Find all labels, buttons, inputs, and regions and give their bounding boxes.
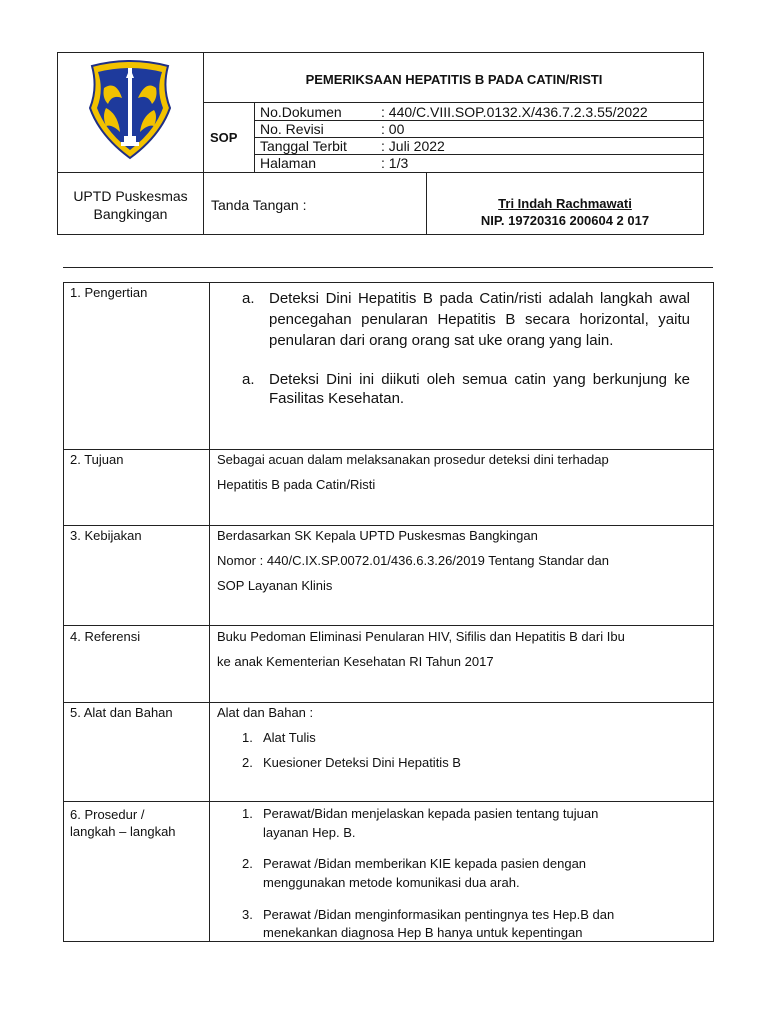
meta-label-tanggal-terbit: Tanggal Terbit — [260, 138, 347, 154]
label-tujuan: 2. Tujuan — [70, 452, 124, 467]
prosedur-step-1-line-1: Perawat/Bidan menjelaskan kepada pasien tentang tujuan — [263, 806, 599, 821]
prosedur-marker-2: 2. — [242, 856, 253, 871]
organization-line-1: UPTD Puskesmas — [73, 188, 188, 204]
pengertian-item-2 — [242, 370, 690, 408]
prosedur-step-2-line-2: menggunakan metode komunikasi dua arah. — [263, 875, 520, 890]
alat-item-2: Kuesioner Deteksi Dini Hepatitis B — [263, 755, 461, 770]
referensi-line-1: Buku Pedoman Eliminasi Penularan HIV, Sifilis dan Hepatitis B dari Ibu — [217, 629, 625, 644]
separator-rule — [63, 267, 713, 268]
tujuan-line-1: Sebagai acuan dalam melaksanakan prosedur deteksi dini terhadap — [217, 452, 609, 467]
meta-label-no-dokumen: No.Dokumen — [260, 104, 342, 120]
organization-line-2: Bangkingan — [93, 206, 168, 222]
alat-marker-1: 1. — [242, 730, 253, 745]
sop-label: SOP — [210, 130, 238, 145]
meta-value-no-dokumen: : 440/C.VIII.SOP.0132.X/436.7.2.3.55/2022 — [381, 104, 648, 120]
document-title: PEMERIKSAAN HEPATITIS B PADA CATIN/RISTI — [305, 72, 603, 87]
row-divider-3 — [63, 625, 714, 626]
prosedur-step-1-line-2: layanan Hep. B. — [263, 825, 356, 840]
header-border-top — [57, 52, 704, 53]
header-border-bottom — [57, 234, 704, 235]
prosedur-marker-1: 1. — [242, 806, 253, 821]
pengertian-marker-1: a. — [242, 290, 255, 307]
meta-value-no-revisi: : 00 — [381, 121, 405, 137]
label-referensi: 4. Referensi — [70, 629, 141, 644]
prosedur-step-3-line-1: Perawat /Bidan menginformasikan pentingnya tes Hep.B dan — [263, 907, 615, 922]
meta-value-tanggal-terbit: : Juli 2022 — [381, 138, 445, 154]
meta-value-halaman: : 1/3 — [381, 155, 409, 171]
body-border-bottom — [63, 941, 714, 942]
body-border-left — [63, 282, 64, 942]
meta-row-line-3 — [254, 154, 704, 155]
tujuan-line-2: Hepatitis B pada Catin/Risti — [217, 477, 376, 492]
row-divider-4 — [63, 702, 714, 703]
prosedur-marker-3: 3. — [242, 907, 253, 922]
pengertian-text-2: Deteksi Dini ini diikuti oleh semua catin yang berkunjung ke Fasilitas Kesehatan. — [269, 371, 690, 407]
prosedur-label-line-2: langkah – langkah — [70, 824, 176, 839]
row-divider-5 — [63, 801, 714, 802]
prosedur-step-3-line-2: menekankan diagnosa Hep B hanya untuk kepentingan — [263, 925, 583, 940]
city-emblem-logo — [86, 58, 174, 162]
signer-nip: NIP. 19720316 200604 2 017 — [480, 213, 650, 228]
kebijakan-line-1: Berdasarkan SK Kepala UPTD Puskesmas Bangkingan — [217, 528, 538, 543]
alat-intro: Alat dan Bahan : — [217, 705, 314, 720]
header-divider-title — [203, 102, 704, 103]
meta-label-no-revisi: No. Revisi — [260, 121, 324, 137]
body-column-divider — [209, 282, 210, 942]
prosedur-step-2-line-1: Perawat /Bidan memberikan KIE kepada pasien dengan — [263, 856, 587, 871]
header-divider-row2 — [57, 172, 704, 173]
pengertian-item-1 — [242, 288, 690, 351]
row-divider-1 — [63, 449, 714, 450]
prosedur-label-line-1: 6. Prosedur / — [70, 807, 145, 822]
pengertian-marker-2: a. — [242, 371, 255, 388]
label-alat-dan-bahan: 5. Alat dan Bahan — [70, 705, 173, 720]
body-border-top — [63, 282, 714, 283]
referensi-line-2: ke anak Kementerian Kesehatan RI Tahun 2017 — [217, 654, 494, 669]
signer-name: Tri Indah Rachmawati — [498, 196, 632, 211]
organization-name — [58, 187, 203, 223]
alat-marker-2: 2. — [242, 755, 253, 770]
label-prosedur — [70, 806, 176, 840]
label-pengertian: 1. Pengertian — [70, 285, 148, 300]
pengertian-text-1: Deteksi Dini Hepatitis B pada Catin/risti adalah langkah awal pencegahan penularan Hepatitis B secara horizontal, yaitu penularan dari orang orang sat uke orang yang lain. — [269, 290, 690, 349]
label-kebijakan: 3. Kebijakan — [70, 528, 142, 543]
alat-item-1: Alat Tulis — [263, 730, 316, 745]
signature-label: Tanda Tangan : — [211, 197, 307, 213]
body-border-right — [713, 282, 714, 942]
meta-label-halaman: Halaman — [260, 155, 317, 171]
kebijakan-line-3: SOP Layanan Klinis — [217, 578, 333, 593]
row-divider-2 — [63, 525, 714, 526]
kebijakan-line-2: Nomor : 440/C.IX.SP.0072.01/436.6.3.26/2019 Tentang Standar dan — [217, 553, 609, 568]
